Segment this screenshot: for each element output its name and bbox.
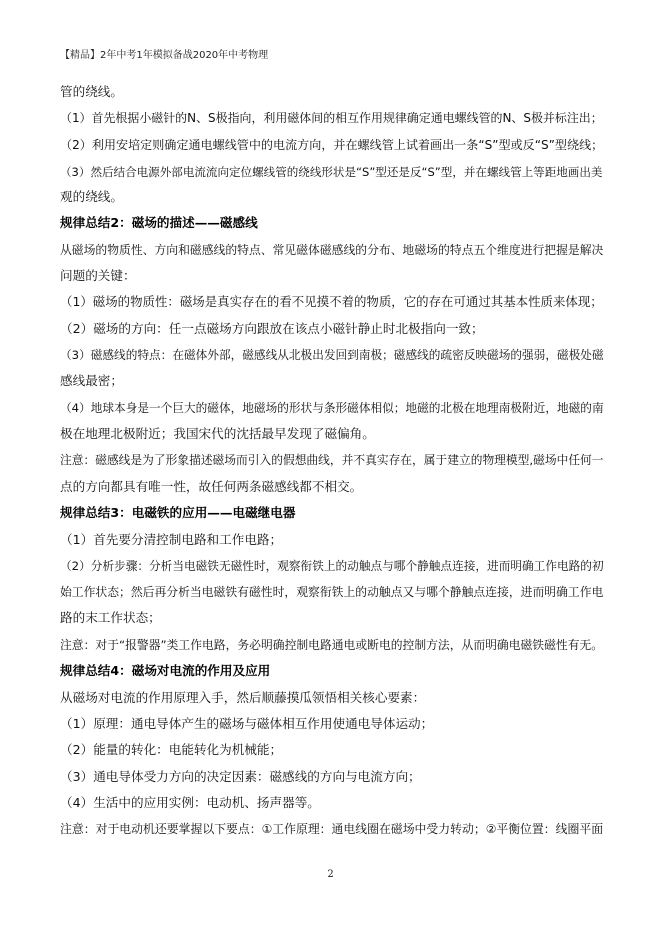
text-line: 问题的关键： xyxy=(60,268,136,283)
list-item: （3）然后结合电源外部电流流向定位螺线管的绕线形状是“S”型还是反“S”型，并在螺线管上等距地画出美 xyxy=(60,165,603,179)
note-line: 注意：对于“报警器”类工作电路，务必明确控制电路通电或断电的控制方法，从而明确电磁铁磁性有无。 xyxy=(60,638,604,652)
page-number: 2 xyxy=(327,869,334,880)
list-item: （4）地球本身是一个巨大的磁体，地磁场的形状与条形磁体相似；地磁的北极在地理南极附近，地磁的南 xyxy=(60,401,604,415)
text-line: 从磁场的物质性、方向和磁感线的特点、常见磁体磁感线的分布、地磁场的特点五个维度进行把握是解决 xyxy=(60,243,604,257)
list-item: （1）首先根据小磁针的N、S极指向，利用磁体间的相互作用规律确定通电螺线管的N、S极并标注出； xyxy=(60,111,603,125)
list-item: （2）能量的转化：电能转化为机械能； xyxy=(60,742,283,757)
note-line: 注意：磁感线是为了形象描述磁场而引入的假想曲线，并不真实存在，属于建立的物理模型,磁场中任何一 xyxy=(60,453,604,467)
list-item: （1）原理：通电导体产生的磁场与磁体相互作用使通电导体运动； xyxy=(60,716,434,731)
list-item: （4）生活中的应用实例：电动机、扬声器等。 xyxy=(60,795,320,810)
note-line: 注意：对于电动机还要掌握以下要点：①工作原理：通电线圈在磁场中受力转动；②平衡位置：线圈平面 xyxy=(60,822,604,836)
page-header: 【精品】2年中考1年模拟备战2020年中考物理 xyxy=(60,50,269,61)
list-item: （1）首先要分清控制电路和工作电路； xyxy=(60,532,283,547)
list-item: （3）磁感线的特点：在磁体外部，磁感线从北极出发回到南极；磁感线的疏密反映磁场的强弱，磁极处磁 xyxy=(60,348,604,362)
text-line: 路的末工作状态； xyxy=(60,610,161,625)
list-item: （2）分析步骤：分析当电磁铁无磁性时，观察衔铁上的动触点与哪个静触点连接，进而明确工作电路的初 xyxy=(60,559,604,573)
text-line: 始工作状态；然后再分析当电磁铁有磁性时，观察衔铁上的动触点又与哪个静触点连接，进而明确工作电 xyxy=(60,585,604,599)
text-line: 从磁场对电流的作用原理入手，然后顺藤摸瓜领悟相关核心要素： xyxy=(60,690,426,705)
list-item: （2）磁场的方向：任一点磁场方向跟放在该点小磁针静止时北极指向一致； xyxy=(60,321,484,336)
text-line: 观的绕线。 xyxy=(60,189,123,204)
list-item: （2）利用安培定则确定通电螺线管中的电流方向，并在螺线管上试着画出一条“S”型或反“S”型绕线； xyxy=(60,138,604,152)
section-heading-3: 规律总结3：电磁铁的应用——电磁继电器 xyxy=(60,505,296,520)
text-line: 感线最密； xyxy=(60,373,123,388)
list-item: （1）磁场的物质性：磁场是真实存在的看不见摸不着的物质，它的存在可通过其基本性质来体现； xyxy=(60,294,603,309)
text-line: 点的方向都具有唯一性，故任何两条磁感线都不相交。 xyxy=(60,479,363,494)
text-line: 管的绕线。 xyxy=(60,84,123,99)
section-heading-4: 规律总结4：磁场对电流的作用及应用 xyxy=(60,663,271,678)
section-heading-2: 规律总结2：磁场的描述——磁感线 xyxy=(60,215,258,230)
text-line: 极在地理北极附近；我国宋代的沈括最早发现了磁偏角。 xyxy=(60,426,375,441)
list-item: （3）通电导体受力方向的决定因素：磁感线的方向与电流方向； xyxy=(60,769,421,784)
